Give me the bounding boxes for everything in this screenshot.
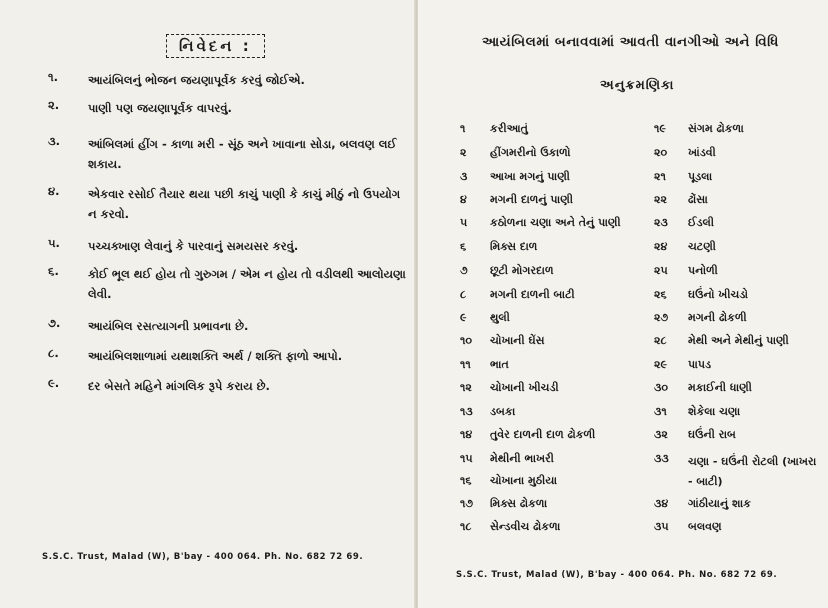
index-row xyxy=(418,288,828,310)
index-number: ૨૯ xyxy=(654,358,667,371)
index-number: ૧૯ xyxy=(654,122,666,135)
index-number: ૨૩ xyxy=(654,216,668,229)
recipe-name: બલવણ xyxy=(688,520,722,533)
index-number: ૧ xyxy=(460,122,466,135)
index-number: ૬ xyxy=(460,240,467,253)
index-row xyxy=(418,381,828,403)
index-number: ૭ xyxy=(460,264,468,277)
item-text: કોઈ ભૂલ થઈ હોય તો ગુરુગમ / એમ ન હોય તો વડીલથી આલોયણા લેવી. xyxy=(88,267,406,301)
recipe-name: મિક્સ ઢોકળા xyxy=(490,497,548,510)
item-number: ૫. xyxy=(48,236,60,250)
right-page xyxy=(418,0,828,608)
recipe-name: ઈડલી xyxy=(688,216,714,229)
recipe-name: ગાંઠીયાનું શાક xyxy=(688,497,751,510)
index-number: ૨૭ xyxy=(654,311,669,324)
recipe-name: પૂડલા xyxy=(688,170,713,183)
recipe-name: મેથીની ભાખરી xyxy=(490,452,554,465)
recipe-name: મેથી અને મેથીનું પાણી xyxy=(688,334,789,347)
index-heading: અનુક્રમણિકા xyxy=(600,78,675,93)
index-row xyxy=(418,358,828,380)
index-number: ૧૮ xyxy=(460,520,472,533)
index-row xyxy=(418,240,828,262)
recipe-name: મિક્સ દાળ xyxy=(490,240,538,253)
recipe-name: ઢોંસા xyxy=(688,193,708,206)
index-number: ૧૭ xyxy=(460,497,474,510)
item-number: ૨. xyxy=(48,98,60,112)
recipe-name: ઘઉંની રાબ xyxy=(688,428,736,441)
index-number: ૨૦ xyxy=(654,146,668,159)
item-text: આયંબિલનું ભોજન જયણાપૂર્વક કરવું જોઈએ. xyxy=(88,73,305,87)
index-number: ૧૪ xyxy=(460,428,473,441)
recipe-name: સેન્ડવીચ ઢોકળા xyxy=(490,520,561,533)
index-number: ૪ xyxy=(460,193,467,206)
index-number: ૨૧ xyxy=(654,170,666,183)
item-number: ૬. xyxy=(48,264,59,278)
recipe-name: ચોખાના મુઠીયા xyxy=(490,474,558,487)
item-text: દર બેસતે મહિને માંગલિક રૂપે કરાય છે. xyxy=(88,379,270,393)
index-row xyxy=(418,311,828,333)
item-text: આંબિલમાં હીંગ - કાળા મરી - સૂંઠ અને ખાવાના સોડા, બલવણ લઈ શકાય. xyxy=(88,137,397,171)
index-number: ૯ xyxy=(460,311,467,324)
index-row xyxy=(418,497,828,519)
footer-address: S.S.C. Trust, Malad (W), B'bay - 400 064. Ph. No. 682 72 69. xyxy=(42,552,364,562)
recipe-name: તુવેર દાળની દાળ ઢોકળી xyxy=(490,428,596,441)
index-row xyxy=(418,405,828,427)
index-row xyxy=(418,520,828,542)
section-title: આયંબિલમાં બનાવવામાં આવતી વાનગીઓ અને વિધિ xyxy=(482,34,779,50)
index-row xyxy=(418,193,828,215)
item-text: પચ્ચક્ખાણ લેવાનું કે પારવાનું સમયસર કરવું. xyxy=(88,239,299,253)
item-text: આયંબિલશાળામાં યથાશક્તિ અર્થ / શક્તિ ફાળો આપો. xyxy=(88,349,343,363)
item-number: ૩. xyxy=(48,134,61,148)
item-number: ૧. xyxy=(48,70,59,84)
item-number: ૭. xyxy=(48,316,61,330)
recipe-name: ચોખાની ઘેંસ xyxy=(490,334,545,347)
index-number: ૩૨ xyxy=(654,428,668,441)
recipe-name: સંગમ ઢોકળા xyxy=(688,122,744,135)
index-row xyxy=(418,428,828,450)
recipe-name: શેકેલા ચણા xyxy=(688,405,741,418)
recipe-name: થુલી xyxy=(490,311,510,324)
index-number: ૨૪ xyxy=(654,240,668,253)
index-number: ૧૧ xyxy=(460,358,471,371)
recipe-name: મગની દાળની બાટી xyxy=(490,288,575,301)
item-text: એકવાર રસોઈ તૈયાર થયા પછી કાચું પાણી કે કાચું મીઠું નો ઉપયોગ ન કરવો. xyxy=(88,187,401,221)
index-number: ૧૬ xyxy=(460,474,472,487)
index-number: ૧૩ xyxy=(460,405,473,418)
index-number: ૫ xyxy=(460,216,468,229)
item-number: ૮. xyxy=(48,346,59,360)
footer-address: S.S.C. Trust, Malad (W), B'bay - 400 064. Ph. No. 682 72 69. xyxy=(456,570,778,580)
recipe-name: પનોળી xyxy=(688,264,718,277)
recipe-name: ભાત xyxy=(490,358,509,371)
recipe-name: ચણા - ઘઉંની રોટલી (ખાખરા - બાટી) xyxy=(688,455,817,488)
recipe-name: પાપડ xyxy=(688,358,712,371)
index-number: ૨૫ xyxy=(654,264,668,277)
index-number: ૩૩ xyxy=(654,452,669,465)
recipe-name: આખા મગનું પાણી xyxy=(490,170,570,183)
index-number: ૩૦ xyxy=(654,381,668,394)
index-row xyxy=(418,264,828,286)
index-row xyxy=(418,334,828,356)
index-number: ૨૬ xyxy=(654,288,667,301)
index-row xyxy=(418,216,828,238)
index-number: ૨૮ xyxy=(654,334,667,347)
item-text: આયંબિલ રસત્યાગની પ્રભાવના છે. xyxy=(88,319,249,333)
recipe-name: મગની દાળનું પાણી xyxy=(490,193,573,206)
recipe-name: કઠોળના ચણા અને તેનું પાણી xyxy=(490,216,621,229)
recipe-name: કરીઆતું xyxy=(490,122,528,135)
index-number: ૩૪ xyxy=(654,497,669,510)
recipe-name: મકાઈની ધાણી xyxy=(688,381,752,394)
recipe-name: છૂટી મોગરદાળ xyxy=(490,264,554,277)
index-number: ૧૦ xyxy=(460,334,473,347)
index-row xyxy=(418,146,828,168)
item-number: ૯. xyxy=(48,376,60,390)
recipe-name: ઘઉંનો ખીચડો xyxy=(688,288,749,301)
index-number: ૩૫ xyxy=(654,520,669,533)
index-number: ૨ xyxy=(460,146,467,159)
index-number: ૮ xyxy=(460,288,467,301)
recipe-name: ચોખાની ખીચડી xyxy=(490,381,559,394)
recipe-name: હીંગમરીનો ઉકાળો xyxy=(490,146,571,159)
recipe-name: ચટણી xyxy=(688,240,716,253)
index-row xyxy=(418,170,828,192)
index-number: ૨૨ xyxy=(654,193,667,206)
index-number: ૧૫ xyxy=(460,452,473,465)
recipe-name: મગની ઢોકળી xyxy=(688,311,747,324)
index-row xyxy=(418,474,828,496)
item-text: પાણી પણ જયણાપૂર્વક વાપરવું. xyxy=(88,101,232,115)
index-row xyxy=(418,122,828,144)
recipe-name: ડબકા xyxy=(490,405,516,418)
recipe-name: ખાંડવી xyxy=(688,146,716,159)
index-number: ૩ xyxy=(460,170,468,183)
index-number: ૩૧ xyxy=(654,405,667,418)
page-title: નિવેદન : xyxy=(166,34,265,58)
item-number: ૪. xyxy=(48,184,60,198)
index-number: ૧૨ xyxy=(460,381,472,394)
